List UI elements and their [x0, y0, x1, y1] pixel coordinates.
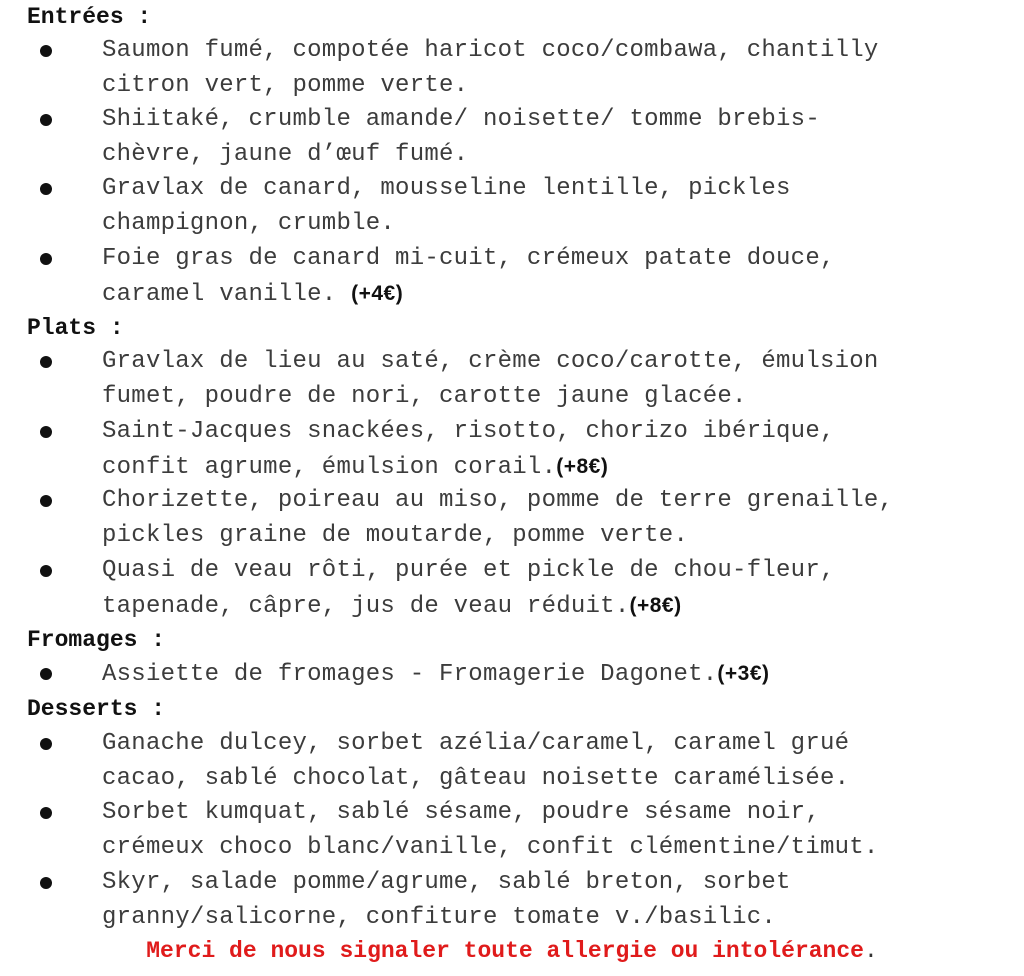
bullet-icon: [40, 356, 52, 368]
section-title-fromages: Fromages :: [27, 627, 166, 653]
item-line: Foie gras de canard mi-cuit, crémeux patate douce,: [102, 245, 835, 272]
item-line: pickles graine de moutarde, pomme verte.: [102, 522, 689, 549]
item-line: [102, 279, 403, 310]
item-text: Assiette de fromages - Fromagerie Dagonet.: [102, 661, 718, 688]
item-line: [102, 659, 770, 690]
item-line: Sorbet kumquat, sablé sésame, poudre sésame noir,: [102, 799, 820, 826]
item-line: Shiitaké, crumble amande/ noisette/ tomme brebis-: [102, 106, 820, 133]
item-line: Saint-Jacques snackées, risotto, chorizo ibérique,: [102, 418, 835, 445]
bullet-icon: [40, 114, 52, 126]
section-title-entrees: Entrées :: [27, 4, 152, 30]
bullet-icon: [40, 877, 52, 889]
item-line: Gravlax de lieu au saté, crème coco/carotte, émulsion: [102, 348, 879, 375]
item-text: confit agrume, émulsion corail.: [102, 454, 557, 481]
item-line: [102, 591, 682, 622]
bullet-icon: [40, 45, 52, 57]
item-line: cacao, sablé chocolat, gâteau noisette caramélisée.: [102, 765, 850, 792]
item-text: tapenade, câpre, jus de veau réduit.: [102, 593, 630, 620]
item-line: [102, 452, 608, 483]
allergy-notice: [0, 936, 1024, 966]
item-line: chèvre, jaune d’œuf fumé.: [102, 141, 469, 168]
item-line: champignon, crumble.: [102, 210, 396, 237]
bullet-icon: [40, 253, 52, 265]
price-supplement: (+8€): [629, 594, 682, 617]
price-supplement: (+8€): [556, 455, 609, 478]
item-line: Ganache dulcey, sorbet azélia/caramel, caramel grué: [102, 730, 850, 757]
allergy-notice-dot: .: [863, 938, 878, 964]
bullet-icon: [40, 565, 52, 577]
item-line: Gravlax de canard, mousseline lentille, pickles: [102, 175, 791, 202]
item-line: Quasi de veau rôti, purée et pickle de chou-fleur,: [102, 557, 835, 584]
item-line: citron vert, pomme verte.: [102, 72, 469, 99]
item-line: Skyr, salade pomme/agrume, sablé breton, sorbet: [102, 869, 791, 896]
allergy-notice-text: Merci de nous signaler toute allergie ou intolérance: [146, 938, 864, 964]
bullet-icon: [40, 495, 52, 507]
item-text: caramel vanille.: [102, 281, 352, 308]
price-supplement: (+4€): [351, 282, 404, 305]
item-line: Chorizette, poireau au miso, pomme de terre grenaille,: [102, 487, 894, 514]
bullet-icon: [40, 426, 52, 438]
section-title-plats: Plats :: [27, 315, 124, 341]
item-line: crémeux choco blanc/vanille, confit clémentine/timut.: [102, 834, 879, 861]
bullet-icon: [40, 807, 52, 819]
bullet-icon: [40, 668, 52, 680]
bullet-icon: [40, 183, 52, 195]
price-supplement: (+3€): [717, 662, 770, 685]
section-title-desserts: Desserts :: [27, 696, 166, 722]
item-line: Saumon fumé, compotée haricot coco/combawa, chantilly: [102, 37, 879, 64]
bullet-icon: [40, 738, 52, 750]
item-line: granny/salicorne, confiture tomate v./basilic.: [102, 904, 777, 931]
item-line: fumet, poudre de nori, carotte jaune glacée.: [102, 383, 747, 410]
